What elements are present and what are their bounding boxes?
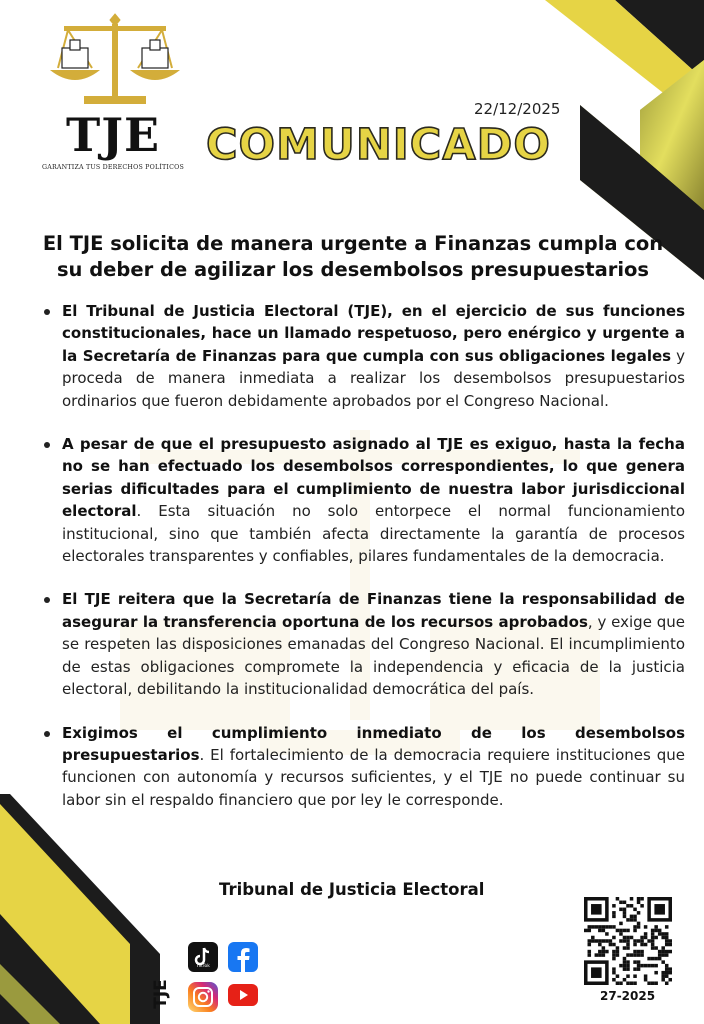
bullet-bold-text: A pesar de que el presupuesto asignado al TJE es exiguo, hasta la fecha no se han efectuado los desembolsos correspondientes, lo que genera serias dificultades para el cumplimiento de nuestra labor jurisdiccional electoral bbox=[62, 435, 685, 521]
signature: Tribunal de Justicia Electoral bbox=[219, 880, 485, 899]
qr-code[interactable] bbox=[584, 897, 672, 985]
logo-tagline: GARANTIZA TUS DERECHOS POLÍTICOS bbox=[41, 164, 185, 171]
logo-acronym: TJE bbox=[65, 108, 161, 162]
bullet-item bbox=[40, 722, 685, 812]
document-date: 22/12/2025 bbox=[474, 100, 561, 118]
bullet-text: y proceda de manera inmediata a realizar los desembolsos presupuestarios ordinarios que fueron debidamente aprobados por el Congreso Nacional. bbox=[62, 346, 685, 410]
bullet-text: . Esta situación no solo entorpece el normal funcionamiento institucional, sino que también afecta directamente la garantía de procesos electorales transparentes y confiables, pilares fundamentales de la democracia. bbox=[62, 502, 685, 566]
social-handle: TJE bbox=[150, 979, 171, 1009]
headline-line-2: su deber de agilizar los desembolsos presupuestarios bbox=[56, 258, 650, 281]
bullet-item bbox=[40, 300, 685, 412]
document-title: COMUNICADO bbox=[206, 120, 551, 170]
bullet-bold-text: El TJE reitera que la Secretaría de Finanzas tiene la responsabilidad de asegurar la transferencia oportuna de los recursos aprobados bbox=[62, 590, 685, 631]
bullet-text: , y exige que se respeten las disposiciones emanadas del Congreso Nacional. El incumplimiento de estas obligaciones compromete la independencia y eficacia de la justicia electoral, debilitando la institucionalidad democrática del país. bbox=[62, 612, 685, 699]
facebook-icon[interactable] bbox=[228, 942, 258, 972]
social-links bbox=[150, 940, 270, 1016]
headline-line-1: El TJE solicita de manera urgente a Finanzas cumpla con bbox=[42, 232, 664, 255]
instagram-icon[interactable] bbox=[188, 982, 218, 1012]
tiktok-label: TikTok bbox=[196, 964, 210, 969]
bullet-text: . El fortalecimiento de la democracia requiere instituciones que funcionen con autonomía y recursos suficientes, y el TJE no puede continuar su labor sin el respaldo financiero que por ley le corresponde. bbox=[62, 745, 685, 809]
bullet-item bbox=[40, 588, 685, 700]
headline bbox=[40, 231, 666, 283]
youtube-icon[interactable] bbox=[228, 984, 258, 1006]
qr-code-label: 27-2025 bbox=[600, 989, 656, 1003]
bullet-bold-text: El Tribunal de Justicia Electoral (TJE), en el ejercicio de sus funciones constitucionales, hace un llamado respetuoso, pero enérgico y urgente a la Secretaría de Finanzas para que cumpla con sus obligaciones legales bbox=[62, 302, 685, 365]
bullet-list bbox=[40, 300, 685, 832]
bullet-item bbox=[40, 433, 685, 567]
bullet-bold-text: Exigimos el cumplimiento inmediato de los desembolsos presupuestarios bbox=[62, 723, 685, 764]
